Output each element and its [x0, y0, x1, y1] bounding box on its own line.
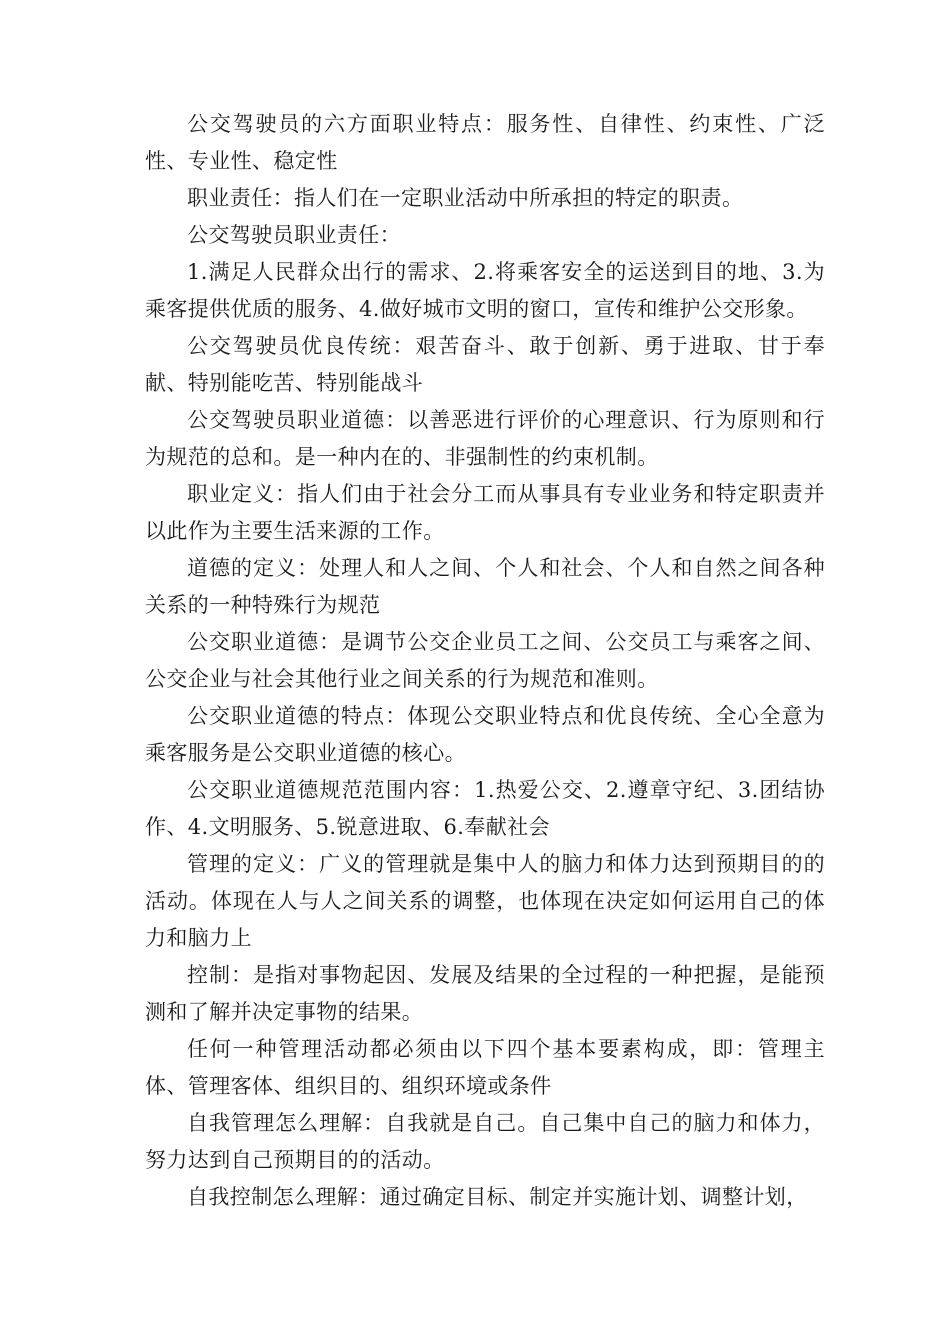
paragraph-management-elements: 任何一种管理活动都必须由以下四个基本要素构成，即：管理主体、管理客体、组织目的、组织环境或条件	[145, 1037, 825, 1098]
paragraph-transit-ethics-norms: 公交职业道德规范范围内容：1.热爱公交、2.遵章守纪、3.团结协作、4.文明服务、5.锐意进取、6.奉献社会	[145, 778, 825, 839]
paragraph-transit-ethics-features: 公交职业道德的特点：体现公交职业特点和优良传统、全心全意为乘客服务是公交职业道德的核心。	[145, 704, 825, 765]
paragraph-driver-traditions: 公交驾驶员优良传统：艰苦奋斗、敢于创新、勇于进取、甘于奉献、特别能吃苦、特别能战斗	[145, 334, 825, 395]
paragraph-management-definition: 管理的定义：广义的管理就是集中人的脑力和体力达到预期目的的活动。体现在人与人之间关系的调整，也体现在决定如何运用自己的体力和脑力上	[145, 852, 825, 950]
paragraph-driver-ethics: 公交驾驶员职业道德：以善恶进行评价的心理意识、行为原则和行为规范的总和。是一种内在的、非强制性的约束机制。	[145, 408, 825, 469]
paragraph-transit-ethics: 公交职业道德：是调节公交企业员工之间、公交员工与乘客之间、公交企业与社会其他行业之间关系的行为规范和准则。	[145, 630, 825, 691]
paragraph-self-control: 自我控制怎么理解：通过确定目标、制定并实施计划、调整计划，	[187, 1185, 808, 1209]
paragraph-occupation-definition: 职业定义：指人们由于社会分工而从事具有专业业务和特定职责并以此作为主要生活来源的工作。	[145, 482, 825, 543]
document-body	[145, 106, 825, 1216]
paragraph-self-management: 自我管理怎么理解：自我就是自己。自己集中自己的脑力和体力，努力达到自己预期目的的活动。	[145, 1111, 825, 1172]
paragraph-job-responsibility-definition: 职业责任：指人们在一定职业活动中所承担的特定的职责。	[187, 186, 744, 210]
paragraph-driver-responsibility-list: 1.满足人民群众出行的需求、2.将乘客安全的运送到目的地、3.为乘客提供优质的服务、4.做好城市文明的窗口，宣传和维护公交形象。	[145, 260, 825, 321]
paragraph-morality-definition: 道德的定义：处理人和人之间、个人和社会、个人和自然之间各种关系的一种特殊行为规范	[145, 556, 825, 617]
paragraph-driver-traits: 公交驾驶员的六方面职业特点：服务性、自律性、约束性、广泛性、专业性、稳定性	[145, 112, 825, 173]
paragraph-control-definition: 控制：是指对事物起因、发展及结果的全过程的一种把握，是能预测和了解并决定事物的结果。	[145, 963, 825, 1024]
paragraph-driver-responsibility-heading: 公交驾驶员职业责任：	[187, 223, 401, 247]
